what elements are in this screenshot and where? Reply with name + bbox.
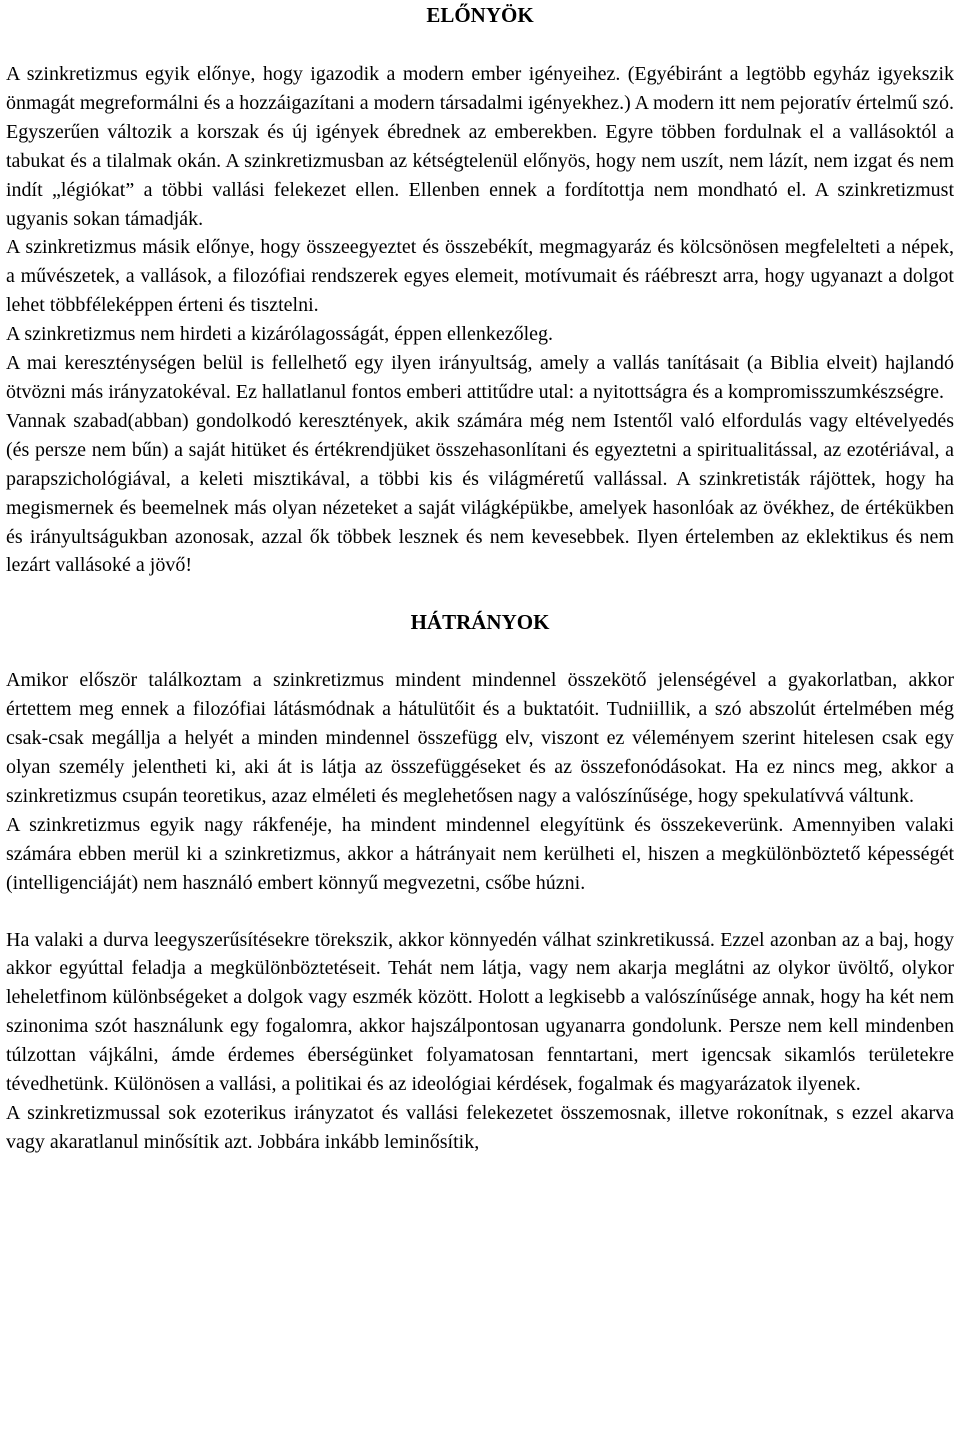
paragraph: A szinkretizmus nem hirdeti a kizárólagosságát, éppen ellenkezőleg. — [6, 323, 554, 346]
paragraph: Ha valaki a durva leegyszerűsítésekre törekszik, akkor könnyedén válhat szinkretikussá. Ezzel azonban az a baj, hogy akkor egyúttal feladja a megkülönböztetéseit. Tehát nem látja, vagy nem akarja meglátni az olykor üvöltő, olykor leheletfinom különbségeket a dolgok vagy eszmék között. Holott a legkisebb a valószínűsége annak, hogy ha két nem szinonima szót használunk egy fogalomra, akkor hajszálpontosan ugyanarra gondolunk. Persze nem kell mindenben túlzottan vájkálni, ámde érdemes éberségünket folyamatosan fenntartani, mert igencsak sikamlós területekre tévedhetünk. Különösen a vallási, a politikai és az ideológiai kérdések, fogalmak és magyarázatok ilyenek. — [6, 928, 954, 1096]
section-advantages — [6, 0, 954, 580]
paragraph: A mai kereszténységen belül is fellelhető egy ilyen irányultság, amely a vallás tanításait (a Biblia elveit) hajlandó ötvözni más irányzatokéval. Ez hallatlanul fontos emberi attitűdre utal: a nyitottságra és a kompromisszumkészségre. — [6, 352, 954, 403]
paragraph: A szinkretizmus egyik nagy rákfenéje, ha mindent mindennel elegyítünk és összekeverünk. Amennyiben valaki számára ebben merül ki a szinkretizmus, akkor a hátrányait nem kerülheti el, hiszen a megkülönböztető képességét (intelligenciáját) nem használó embert könnyű megvezetni, csőbe húzni. — [6, 813, 954, 894]
paragraph: A szinkretizmus másik előnye, hogy összeegyeztet és összebékít, megmagyaráz és kölcsönösen megfelelteti a népek, a művészetek, a vallások, a filozófiai rendszerek egyes elemeit, motívumait és ráébreszt arra, hogy ugyanazt a dolgot lehet többféleképpen érteni és tisztelni. — [6, 236, 954, 317]
section-disadvantages — [6, 607, 954, 1157]
paragraph: Vannak szabad(abban) gondolkodó keresztények, akik számára még nem Istentől való elfordulás vagy eltévelyedés (és persze nem bűn) a saját hitüket és értékrendjüket összehasonlítani és egyeztetni a spiritualitással, az ezotériával, a parapszichológiával, a keleti misztikával, a többi kis és világméretű vallással. A szinkretisták rájöttek, hogy ha megismernek és beemelnek más olyan nézeteket a saját világképükbe, amelyek hasonlóak az övékhez, de értékükben és irányultságukban azonosak, azzal ők többek lesznek és nem kevesebbek. Ilyen értelemben az eklektikus és nem lezárt vallásoké a jövő! — [6, 409, 954, 577]
paragraph: A szinkretizmussal sok ezoterikus irányzatot és vallási felekezetet összemosnak, illetve rokonítnak, s ezzel akarva vagy akaratlanul minősítik azt. Jobbára inkább leminősítik, — [6, 1102, 954, 1153]
section-heading-advantages: ELŐNYÖK — [426, 3, 534, 27]
section-heading-disadvantages: HÁTRÁNYOK — [410, 610, 550, 635]
document-page — [6, 0, 954, 1157]
paragraph: Amikor először találkoztam a szinkretizmus mindent mindennel összekötő jelenségével a gyakorlatban, akkor értettem meg ennek a filozófiai látásmódnak a hátulütőit és a buktatóit. Tudniillik, a szó abszolút értelmében még csak-csak megállja a helyét a minden mindennel összefügg elv, viszont ez véleményem szerint hitelesen csak egy olyan személy jelentheti ki, aki át is látja az összefüggéseket és az összefonódásokat. Ha ez nincs meg, akkor a szinkretizmus csupán teoretikus, azaz elméleti és meglehetősen nagy a valószínűsége, hogy spekulatívvá váltunk. — [6, 669, 954, 807]
paragraph: A szinkretizmus egyik előnye, hogy igazodik a modern ember igényeihez. (Egyébiránt a legtöbb egyház igyekszik önmagát megreformálni és a hozzáigazítani a modern társadalmi igényekhez.) A modern itt nem pejoratív értelmű szó. Egyszerűen változik a korszak és új igények ébrednek az emberekben. Egyre többen fordulnak el a vallásoktól a tabukat és a tilalmak okán. A szinkretizmusban az kétségtelenül előnyös, hogy nem uszít, nem lázít, nem izgat és nem indít „légiókat” a többi vallási felekezet ellen. Ellenben ennek a fordítottja nem mondható el. A szinkretizmust ugyanis sokan támadják. — [6, 63, 954, 230]
